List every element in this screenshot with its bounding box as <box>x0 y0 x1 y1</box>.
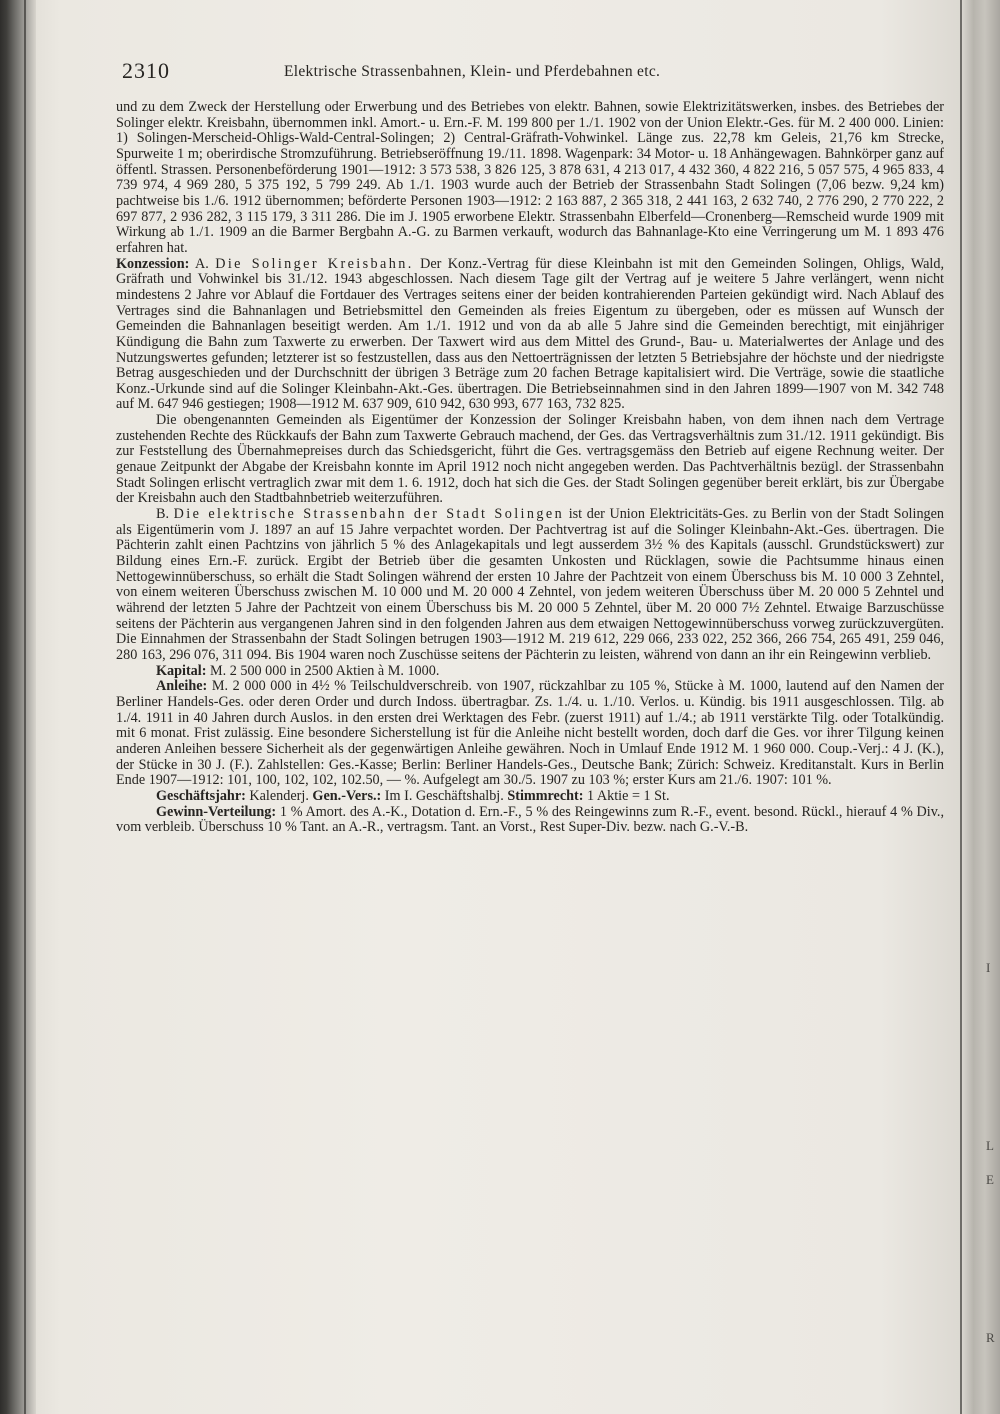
meta-paragraph <box>116 789 944 805</box>
geschaeftsjahr-text: Kalenderj. <box>249 787 309 804</box>
kapital-paragraph <box>116 664 944 680</box>
binding-line <box>24 0 26 1414</box>
margin-glyph: R <box>986 1330 995 1345</box>
gewinn-text: 1 % Amort. des A.-K., Dotation d. Ern.-F., 5 % des Reingewinns zum R.-F., event. besond. Rückl., hierauf 4 % Div., vom verbleib. Überschuss 10 % Tant. an A.-R., vertragsm. Tant. an Vorst., Rest Super-Div. bezw. nach G.-V.-B. <box>116 803 945 836</box>
section-a-prefix: A. <box>194 255 209 272</box>
book-binding-shadow <box>0 0 36 1414</box>
margin-glyph: E <box>986 1172 994 1187</box>
running-title: Elektrische Strassenbahnen, Klein- und Pferdebahnen etc. <box>284 63 661 80</box>
stimmrecht-text: 1 Aktie = 1 St. <box>587 787 670 804</box>
konzession-label: Konzession: <box>116 255 190 272</box>
gewinn-label: Gewinn-Verteilung: <box>156 803 277 820</box>
page-number: 2310 <box>122 58 170 83</box>
anleihe-label: Anleihe: <box>156 678 208 695</box>
section-b-name: Die elektrische Strassenbahn der Stadt Solingen <box>173 506 565 523</box>
section-b-prefix: B. <box>156 506 170 523</box>
page-header <box>122 58 942 88</box>
geschaeftsjahr-label: Geschäftsjahr: <box>156 787 246 804</box>
section-a-name: Die Solinger Kreisbahn. <box>215 255 414 272</box>
gewinn-paragraph <box>116 805 944 836</box>
margin-glyph: L <box>986 1138 994 1153</box>
anleihe-text: M. 2 000 000 in 4½ % Teilschuldverschreib. von 1907, rückzahlbar zu 105 %, Stücke à M. 1000, lautend auf den Namen der Berliner Handels-Ges. oder deren Order und durch Indoss. übertragbar. Zs. 1./4. u. 1./10. Verlos. u. Kündig. bis 1911 ausgeschlossen. Tilg. ab 1./4. 1911 in 40 Jahren durch Auslos. in den ersten drei Werktagen des Febr. (zuerst 1911) auf 1./4.; ab 1911 verstärkte Tilg. oder Totalkündig. mit 6 monat. Frist zulässig. Eine besondere Sicherstellung ist für die Anleihe nicht bestellt worden, doch darf die Ges. vor ihrer Tilgung keinen anderen Anleihen bessere Sicherheit als der gegenwärtigen Anleihe gewähren. Noch in Umlauf Ende 1912 M. 1 960 000. Coup.-Verj.: 4 J. (K.), der Stücke in 30 J. (F.). Zahlstellen: Ges.-Kasse; Berlin: Berliner Handels-Ges., Deutsche Bank; Zürich: Schweiz. Kreditanstalt. Kurs in Berlin Ende 1907—1912: 101, 100, 102, 102, 102.50, — %. Aufgelegt am 30./5. 1907 zu 103 %; erster Kurs am 21./6. 1907: 101 %. <box>116 678 945 789</box>
adjacent-page <box>962 0 1000 1414</box>
anleihe-paragraph <box>116 679 944 789</box>
gen-vers-text: Im I. Geschäftshalbj. <box>384 787 504 804</box>
page-body <box>116 100 944 836</box>
intro-paragraph: und zu dem Zweck der Herstellung oder Erwerbung und des Betriebes von elektr. Bahnen, sowie Elektrizitätswerken, insbes. des Betriebes der Solinger elektr. Kreisbahn, übernommen inkl. Amort.- u. Ern.-F. M. 199 800 per 1./1. 1902 von der Union Elektr.-Ges. für M. 2 400 000. Linien: 1) Solingen-Merscheid-Ohligs-Wald-Central-Solingen; 2) Central-Gräfrath-Vohwinkel. Länge zus. 22,78 km Geleis, 21,76 km Strecke, Spurweite 1 m; oberirdische Stromzuführung. Betriebseröffnung 19./11. 1898. Wagenpark: 34 Motor- u. 18 Anhängewagen. Bahnkörper ganz auf öffentl. Strassen. Personenbeförderung 1901—1912: 3 573 538, 3 826 125, 3 878 631, 4 213 017, 4 432 360, 4 822 216, 5 057 575, 4 965 833, 4 739 974, 4 969 280, 5 375 192, 5 799 249. Ab 1./1. 1903 wurde auch der Betrieb der Strassenbahn Stadt Solingen (7,06 bezw. 9,24 km) pachtweise bis 1./6. 1912 übernommen; beförderte Personen 1903—1912: 2 163 887, 2 365 318, 2 441 163, 2 632 740, 2 776 290, 2 770 222, 2 697 877, 2 936 282, 3 115 179, 3 311 286. Die im J. 1905 erworbene Elektr. Strassenbahn Elberfeld—Cronenberg—Remscheid wurde 1909 mit Wirkung ab 1./1. 1909 an die Barmer Bergbahn A.-G. zu Barmen verkauft, wodurch das Bahnanlage-Kto eine Verringerung um M. 1 893 476 erfahren hat. <box>116 99 944 256</box>
stimmrecht-label: Stimmrecht: <box>507 787 584 804</box>
section-b-paragraph <box>116 507 944 664</box>
kapital-label: Kapital: <box>156 662 207 679</box>
gen-vers-label: Gen.-Vers.: <box>312 787 382 804</box>
konzession-paragraph <box>116 257 944 414</box>
kapital-text: M. 2 500 000 in 2500 Aktien à M. 1000. <box>210 662 440 679</box>
eigentuemer-paragraph: Die obengenannten Gemeinden als Eigentümer der Konzession der Solinger Kreisbahn haben, von dem ihnen nach dem Vertrage zustehenden Rechte des Rückkaufs der Bahn zum Taxwerte Gebrauch machend, der Ges. das Vertragsverhältnis zum 31./12. 1911 gekündigt. Bis zur Feststellung des Übernahmepreises durch das Schiedsgericht, führt die Ges. vertragsgemäss den Betrieb auf eigene Rechnung weiter. Der genaue Zeitpunkt der Abgabe der Kreisbahn konnte im April 1912 noch nicht angegeben werden. Das Pachtverhältnis bezügl. der Strassenbahn Stadt Solingen erlischt vertraglich zwar mit dem 1. 6. 1912, doch hat sich die Ges. der Stadt Solingen gegenüber bereit erklärt, bis zur Übergabe der Kreisbahn auch den Stadtbahnbetrieb weiterzuführen. <box>116 412 944 507</box>
margin-glyph: I <box>986 960 991 975</box>
section-b-text: ist der Union Elektricitäts-Ges. zu Berlin von der Stadt Solingen als Eigentümerin vom J. 1897 an auf 15 Jahre verpachtet worden. Der Pachtvertrag ist auf die Solinger Kleinbahn-Akt.-Ges. übertragen. Die Pächterin zahlt einen Pachtzins von jährlich 5 % des Anlagekapitals und legt ausserdem 3½ % des Kapitals (ausschl. Grundstückswert) zur Bildung eines Ern.-F. zurück. Ergibt der Betrieb über die gesamten Unkosten und Rücklagen, sowie die Pachtsumme hinaus einen Nettogewinnüberschuss, so erhält die Stadt Solingen während der ersten 10 Jahre der Pachtzeit von einem Überschuss bis M. 10 000 3 Zehntel, von einem weiteren Überschuss zwischen M. 10 000 und M. 20 000 4 Zehntel, von jedem weiteren Überschuss über M. 20 000 5 Zehntel und während der letzten 5 Jahre der Pachtzeit von einem Überschuss bis M. 20 000 5 Zehntel, über M. 20 000 7½ Zehntel. Etwaige Barzuschüsse seitens der Pächterin aus vergangenen Jahren sind in den folgenden Jahren aus dem etwaigen Nettogewinnüberschuss vorweg zurückzuvergüten. Die Einnahmen der Strassenbahn der Stadt Solingen betrugen 1903—1912 M. 219 612, 229 066, 233 022, 252 366, 266 754, 265 491, 259 046, 280 163, 296 076, 311 094. Bis 1904 waren noch Zuschüsse seitens der Pächterin zu leisten, während von dann an ihr ein Reingewinn verblieb. <box>116 506 945 663</box>
konzession-text: Der Konz.-Vertrag für diese Kleinbahn ist mit den Gemeinden Solingen, Ohligs, Wald, Gräfrath und Vohwinkel bis 31./12. 1943 abgeschlossen. Nach diesem Tage gilt der Vertrag auf je weitere 5 Jahre verlängert, wenn nicht mindestens 2 Jahre vor Ablauf die Fortdauer des Vertrages seitens einer der beiden kontrahierenden Parteien gekündigt wird. Nach Ablauf des Vertrages sind die Bahnanlagen und Betriebsmittel den Gemeinden als freies Eigentum zu übergeben, oder es müssen auf Wunsch der Gemeinden die Bahnanlagen beseitigt werden. Am 1./1. 1912 und von da ab alle 5 Jahre sind die Gemeinden berechtigt, mit einjähriger Kündigung die Bahn zum Taxwerte zu erwerben. Der Taxwert wird aus dem Mittel des Grund-, Bau- u. Materialwertes der Anlage und des Nutzungswertes gefunden; letzterer ist so festzustellen, dass aus den Nettoerträgnissen der letzten 5 Betriebsjahre der höchste und der niedrigste Betrag ausgeschieden und der Durchschnitt der übrigen 3 Beträge zum 20 fachen Betrage kapitalisiert wird. Die Verträge, sowie die staatliche Konz.-Urkunde sind auf die Solinger Kleinbahn-Akt.-Ges. übertragen. Die Betriebseinnahmen sind in den Jahren 1899—1907 von M. 342 748 auf M. 647 946 gestiegen; 1908—1912 M. 637 909, 610 942, 630 993, 677 163, 732 825. <box>116 255 945 413</box>
